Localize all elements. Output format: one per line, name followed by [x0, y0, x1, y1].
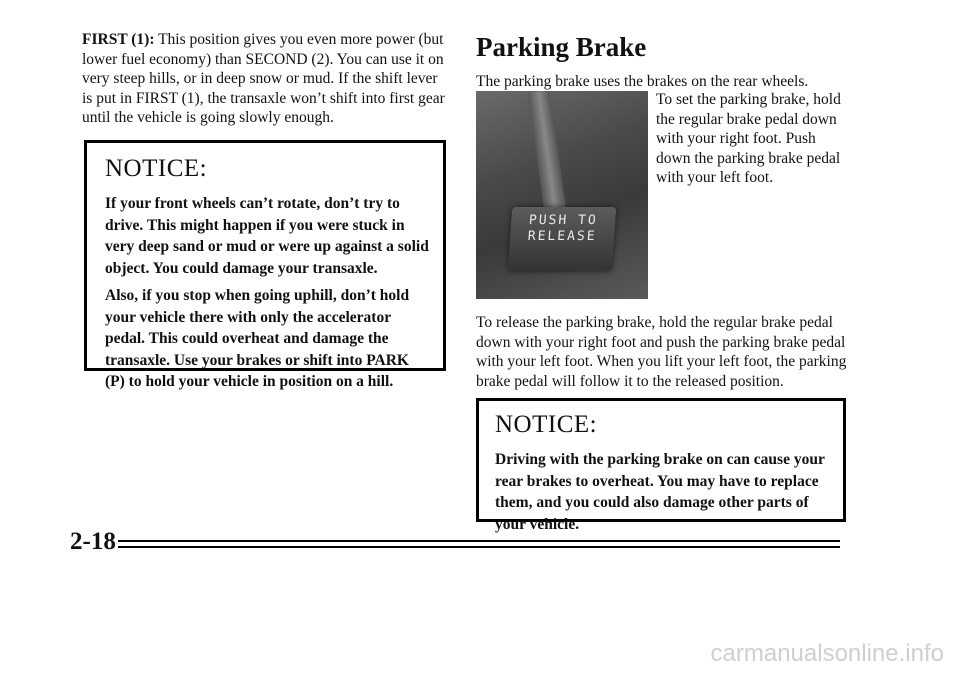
notice-paragraph-2: Also, if you stop when going uphill, don’t hold your vehicle there with only the accelerator pedal. This could overheat and damage the transaxle. Use your brakes or shift into PARK (P) to hold your vehicle in position on a hill.	[105, 287, 410, 390]
notice-paragraph-1: If your front wheels can’t rotate, don’t try to drive. This might happen if you were stuck in very deep sand or mud or were up against a solid object. You could damage your transaxle.	[105, 195, 429, 277]
left-column	[82, 30, 447, 128]
release-parking-brake-text: To release the parking brake, hold the regular brake pedal down with your right foot and push the parking brake pedal with your left foot. When you lift your left foot, the parking brake pedal will follow it to the released position.	[476, 314, 847, 390]
footer-rule-top	[118, 540, 840, 542]
set-parking-brake-text: To set the parking brake, hold the regular brake pedal down with your right foot. Push down the parking brake pedal with your left foot.	[656, 91, 841, 186]
notice-title: NOTICE:	[495, 411, 598, 438]
notice-title: NOTICE:	[105, 155, 208, 182]
section-heading: Parking Brake	[476, 32, 647, 62]
page-number: 2-18	[70, 528, 116, 555]
pedal-label-line2: RELEASE	[527, 229, 598, 244]
right-column	[476, 30, 848, 92]
notice-box-transaxle	[84, 140, 446, 390]
first-gear-paragraph	[82, 30, 447, 128]
first-gear-label: FIRST (1):	[82, 31, 155, 48]
parking-brake-pedal-photo	[476, 91, 648, 299]
pedal-label	[510, 213, 616, 245]
pedal-label-line1: PUSH TO	[528, 213, 599, 228]
pedal-arm	[528, 91, 566, 212]
first-gear-text: This position gives you even more power (but lower fuel economy) than SECOND (2). You can use it on very steep hills, or in deep snow or mud. If the shift lever is put in FIRST (1), the transaxle won’t shift into first gear until the vehicle is going slowly enough.	[82, 31, 445, 126]
parking-brake-pedal	[508, 207, 616, 271]
footer-rule-bottom	[118, 546, 840, 548]
notice-paragraph: Driving with the parking brake on can cause your rear brakes to overheat. You may have to replace them, and you could also damage other parts of your vehicle.	[495, 451, 825, 533]
parking-brake-intro: The parking brake uses the brakes on the rear wheels.	[476, 73, 809, 90]
notice-box-parking-brake	[476, 398, 846, 533]
watermark: carmanualsonline.info	[710, 640, 944, 667]
